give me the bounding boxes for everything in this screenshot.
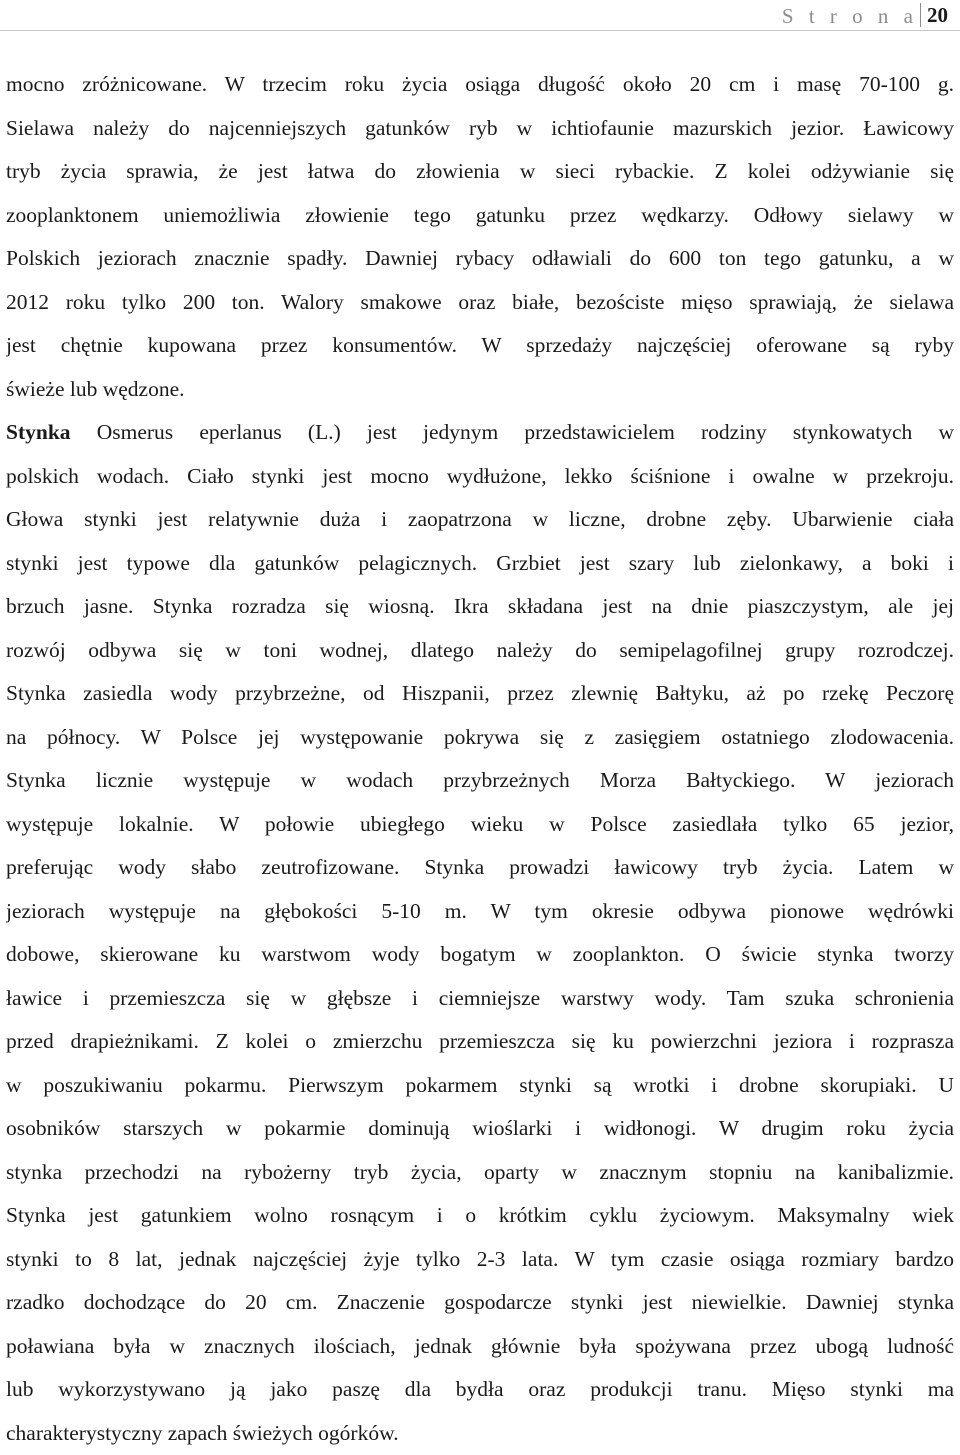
- text-line: Sielawa należy do najcenniejszych gatunków ryb w ichtiofaunie mazurskich jezior. Ławicowy: [6, 107, 954, 151]
- text-line: stynki to 8 lat, jednak najczęściej żyje tylko 2-3 lata. W tym czasie osiąga rozmiary bardzo: [6, 1238, 954, 1282]
- page-header: [0, 0, 960, 31]
- text-line: przed drapieżnikami. Z kolei o zmierzchu przemieszcza się ku powierzchni jeziora i rozprasza: [6, 1020, 954, 1064]
- text-line: Stynka zasiedla wody przybrzeżne, od Hiszpanii, przez zlewnię Bałtyku, aż po rzekę Peczorę: [6, 672, 954, 716]
- header-rule: [0, 30, 960, 31]
- text-line: polskich wodach. Ciało stynki jest mocno wydłużone, lekko ściśnione i owalne w przekroju.: [6, 455, 954, 499]
- text-line: Polskich jeziorach znacznie spadły. Dawniej rybacy odławiali do 600 ton tego gatunku, a w: [6, 237, 954, 281]
- text-line: występuje lokalnie. W połowie ubiegłego wieku w Polsce zasiedlała tylko 65 jezior,: [6, 803, 954, 847]
- text-line: ławice i przemieszcza się w głębsze i ciemniejsze warstwy wody. Tam szuka schronienia: [6, 977, 954, 1021]
- text-line: tryb życia sprawia, że jest łatwa do złowienia w sieci rybackie. Z kolei odżywianie się: [6, 150, 954, 194]
- text-line: Stynka jest gatunkiem wolno rosnącym i o krótkim cyklu życiowym. Maksymalny wiek: [6, 1194, 954, 1238]
- text-line: stynka przechodzi na rybożerny tryb życia, oparty w znacznym stopniu na kanibalizmie.: [6, 1151, 954, 1195]
- text-line: jest chętnie kupowana przez konsumentów. W sprzedaży najczęściej oferowane są ryby: [6, 324, 954, 368]
- text-line: lub wykorzystywano ją jako paszę dla bydła oraz produkcji tranu. Mięso stynki ma: [6, 1368, 954, 1412]
- text-line: rzadko dochodzące do 20 cm. Znaczenie gospodarcze stynki jest niewielkie. Dawniej stynka: [6, 1281, 954, 1325]
- term-stynka: Stynka: [6, 420, 71, 444]
- paragraph-sielawa: [6, 63, 954, 411]
- page-label: S t r o n a: [782, 4, 918, 29]
- text-line: osobników starszych w pokarmie dominują wioślarki i widłonogi. W drugim roku życia: [6, 1107, 954, 1151]
- text-line: charakterystyczny zapach świeżych ogórków.: [6, 1412, 954, 1455]
- text-line-rest: Osmerus eperlanus (L.) jest jedynym przedstawicielem rodziny stynkowatych w: [71, 420, 954, 444]
- text-line: mocno zróżnicowane. W trzecim roku życia osiąga długość około 20 cm i masę 70-100 g.: [6, 63, 954, 107]
- text-line: dobowe, skierowane ku warstwom wody bogatym w zooplankton. O świcie stynka tworzy: [6, 933, 954, 977]
- text-line: jeziorach występuje na głębokości 5-10 m. W tym okresie odbywa pionowe wędrówki: [6, 890, 954, 934]
- paragraph-stynka: [6, 411, 954, 1455]
- text-line: stynki jest typowe dla gatunków pelagicznych. Grzbiet jest szary lub zielonkawy, a boki i: [6, 542, 954, 586]
- text-line: 2012 roku tylko 200 ton. Walory smakowe oraz białe, bezościste mięso sprawiają, że sielawa: [6, 281, 954, 325]
- page-number: 20: [927, 3, 948, 28]
- text-line: [6, 411, 954, 455]
- text-line: preferując wody słabo zeutrofizowane. Stynka prowadzi ławicowy tryb życia. Latem w: [6, 846, 954, 890]
- text-line: zooplanktonem uniemożliwia złowienie tego gatunku przez wędkarzy. Odłowy sielawy w: [6, 194, 954, 238]
- text-line: poławiana była w znacznych ilościach, jednak głównie była spożywana przez ubogą ludność: [6, 1325, 954, 1369]
- text-line: Głowa stynki jest relatywnie duża i zaopatrzona w liczne, drobne zęby. Ubarwienie ciała: [6, 498, 954, 542]
- text-line: w poszukiwaniu pokarmu. Pierwszym pokarmem stynki są wrotki i drobne skorupiaki. U: [6, 1064, 954, 1108]
- page-number-separator: [920, 3, 921, 27]
- text-line: Stynka licznie występuje w wodach przybrzeżnych Morza Bałtyckiego. W jeziorach: [6, 759, 954, 803]
- text-line: brzuch jasne. Stynka rozradza się wiosną. Ikra składana jest na dnie piaszczystym, ale jej: [6, 585, 954, 629]
- text-line: rozwój odbywa się w toni wodnej, dlatego należy do semipelagofilnej grupy rozrodczej.: [6, 629, 954, 673]
- text-line: świeże lub wędzone.: [6, 368, 954, 412]
- document-body: [6, 63, 954, 1455]
- text-line: na północy. W Polsce jej występowanie pokrywa się z zasięgiem ostatniego zlodowacenia.: [6, 716, 954, 760]
